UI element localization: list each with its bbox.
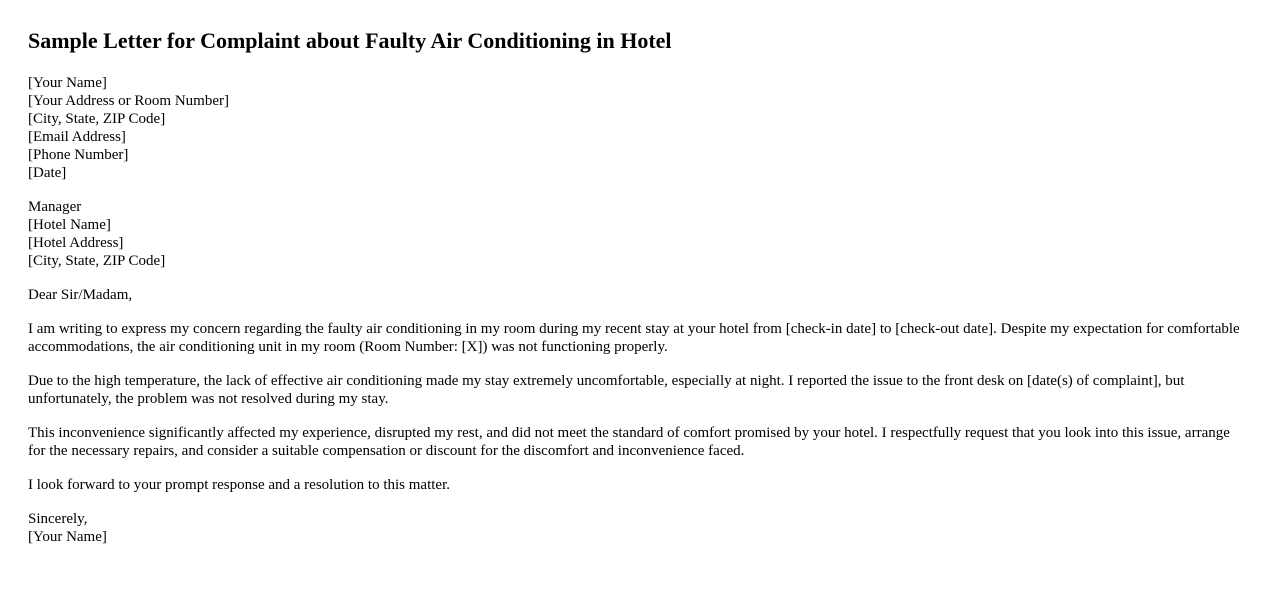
letter-date: [Date] bbox=[28, 165, 67, 181]
closing-valediction: Sincerely, bbox=[28, 511, 88, 527]
recipient-title: Manager bbox=[28, 199, 82, 215]
body-paragraph-2: Due to the high temperature, the lack of effective air conditioning made my stay extremely uncomfortable, especially at night. I reported the issue to the front desk on [date(s) of complaint], but unfortunately, the problem was not resolved during my stay. bbox=[28, 373, 1185, 407]
closing-block bbox=[28, 510, 107, 546]
sender-email: [Email Address] bbox=[28, 129, 126, 145]
sender-name: [Your Name] bbox=[28, 75, 107, 91]
recipient-address-block bbox=[28, 198, 165, 270]
closing-signature-name: [Your Name] bbox=[28, 529, 107, 545]
page-title: Sample Letter for Complaint about Faulty Air Conditioning in Hotel bbox=[28, 28, 672, 53]
sender-address-block bbox=[28, 74, 229, 182]
recipient-hotel-name: [Hotel Name] bbox=[28, 217, 111, 233]
sender-address: [Your Address or Room Number] bbox=[28, 93, 229, 109]
body-paragraph-4: I look forward to your prompt response and a resolution to this matter. bbox=[28, 477, 450, 493]
sender-phone: [Phone Number] bbox=[28, 147, 129, 163]
body-paragraph-1: I am writing to express my concern regarding the faulty air conditioning in my room during my recent stay at your hotel from [check-in date] to [check-out date]. Despite my expectation for comfortable accommodations, the air conditioning unit in my room (Room Number: [X]) was not functioning properly. bbox=[28, 321, 1240, 355]
sender-city-state-zip: [City, State, ZIP Code] bbox=[28, 111, 166, 127]
salutation: Dear Sir/Madam, bbox=[28, 287, 133, 303]
recipient-hotel-address: [Hotel Address] bbox=[28, 235, 124, 251]
recipient-city-state-zip: [City, State, ZIP Code] bbox=[28, 253, 166, 269]
body-paragraph-3: This inconvenience significantly affected my experience, disrupted my rest, and did not meet the standard of comfort promised by your hotel. I respectfully request that you look into this issue, arrange for the necessary repairs, and consider a suitable compensation or discount for the discomfort and inconvenience faced. bbox=[28, 425, 1230, 459]
